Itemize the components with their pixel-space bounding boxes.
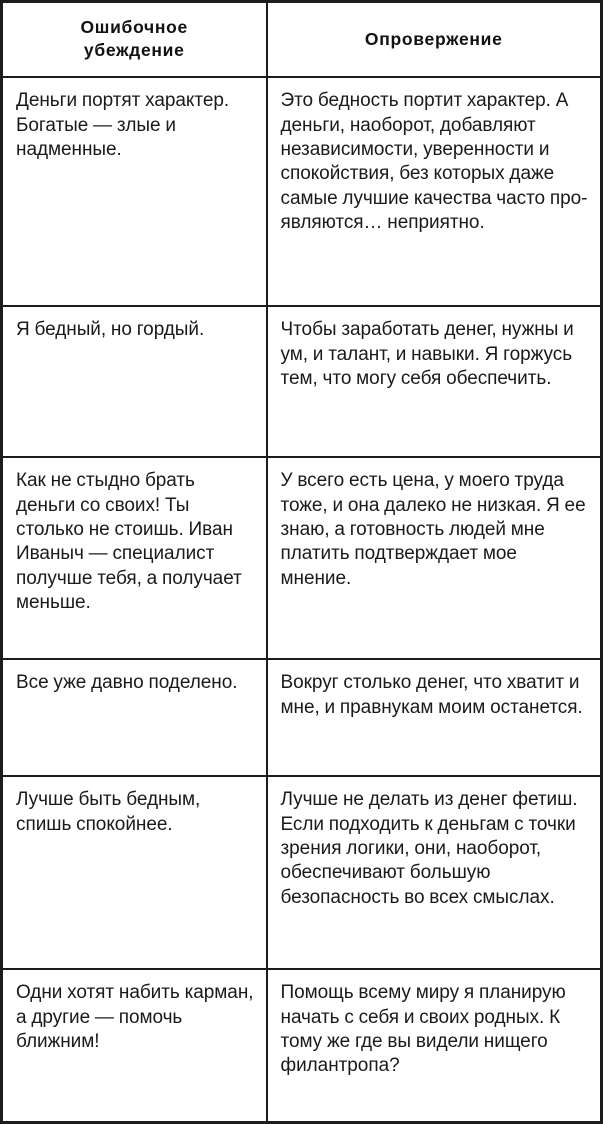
cell-belief: Все уже давно поделено. [2, 659, 267, 776]
table-row [2, 457, 602, 659]
table-header-row [2, 2, 602, 78]
table-row [2, 776, 602, 969]
cell-rebuttal: Чтобы заработать денег, нужны и ум, и талант, и навыки. Я горжусь тем, что могу себя обеспечить. [267, 306, 602, 457]
table-row [2, 306, 602, 457]
cell-belief: Я бедный, но гордый. [2, 306, 267, 457]
cell-belief: Лучше быть бедным, спишь спокойнее. [2, 776, 267, 969]
cell-rebuttal: Это бедность портит характер. А деньги, наоборот, добавляют независимости, уверенности и спокойствия, без которых даже самые лучшие качества часто проявляются… неприятно. [267, 77, 602, 306]
cell-belief: Деньги портят характер. Богатые — злые и надменные. [2, 77, 267, 306]
table-row [2, 969, 602, 1123]
column-header-rebuttal: Опровержение [267, 2, 602, 78]
cell-rebuttal: У всего есть цена, у моего труда тоже, и она далеко не низкая. Я ее знаю, а готовность людей мне платить подтверждает мое мнение. [267, 457, 602, 659]
cell-rebuttal: Помощь всему миру я планирую начать с себя и своих родных. К тому же где вы видели нищего филантропа? [267, 969, 602, 1123]
table-row [2, 77, 602, 306]
table-header [2, 2, 602, 78]
cell-belief: Как не стыдно брать деньги со своих! Ты столько не стоишь. Иван Иваныч — специалист получше тебя, а получает меньше. [2, 457, 267, 659]
cell-rebuttal: Лучше не делать из денег фетиш. Если подходить к деньгам с точки зрения логики, они, наоборот, обеспечивают большую безопасность во всех смыслах. [267, 776, 602, 969]
column-header-belief-line2: убеждение [83, 40, 185, 61]
column-header-belief [2, 2, 267, 78]
table-row [2, 659, 602, 776]
cell-rebuttal: Вокруг столько денег, что хватит и мне, и правнукам моим останется. [267, 659, 602, 776]
table-body [2, 77, 602, 1123]
cell-belief: Одни хотят набить карман, а другие — помочь ближним! [2, 969, 267, 1123]
column-header-belief-line1: Ошибочное [80, 17, 188, 37]
